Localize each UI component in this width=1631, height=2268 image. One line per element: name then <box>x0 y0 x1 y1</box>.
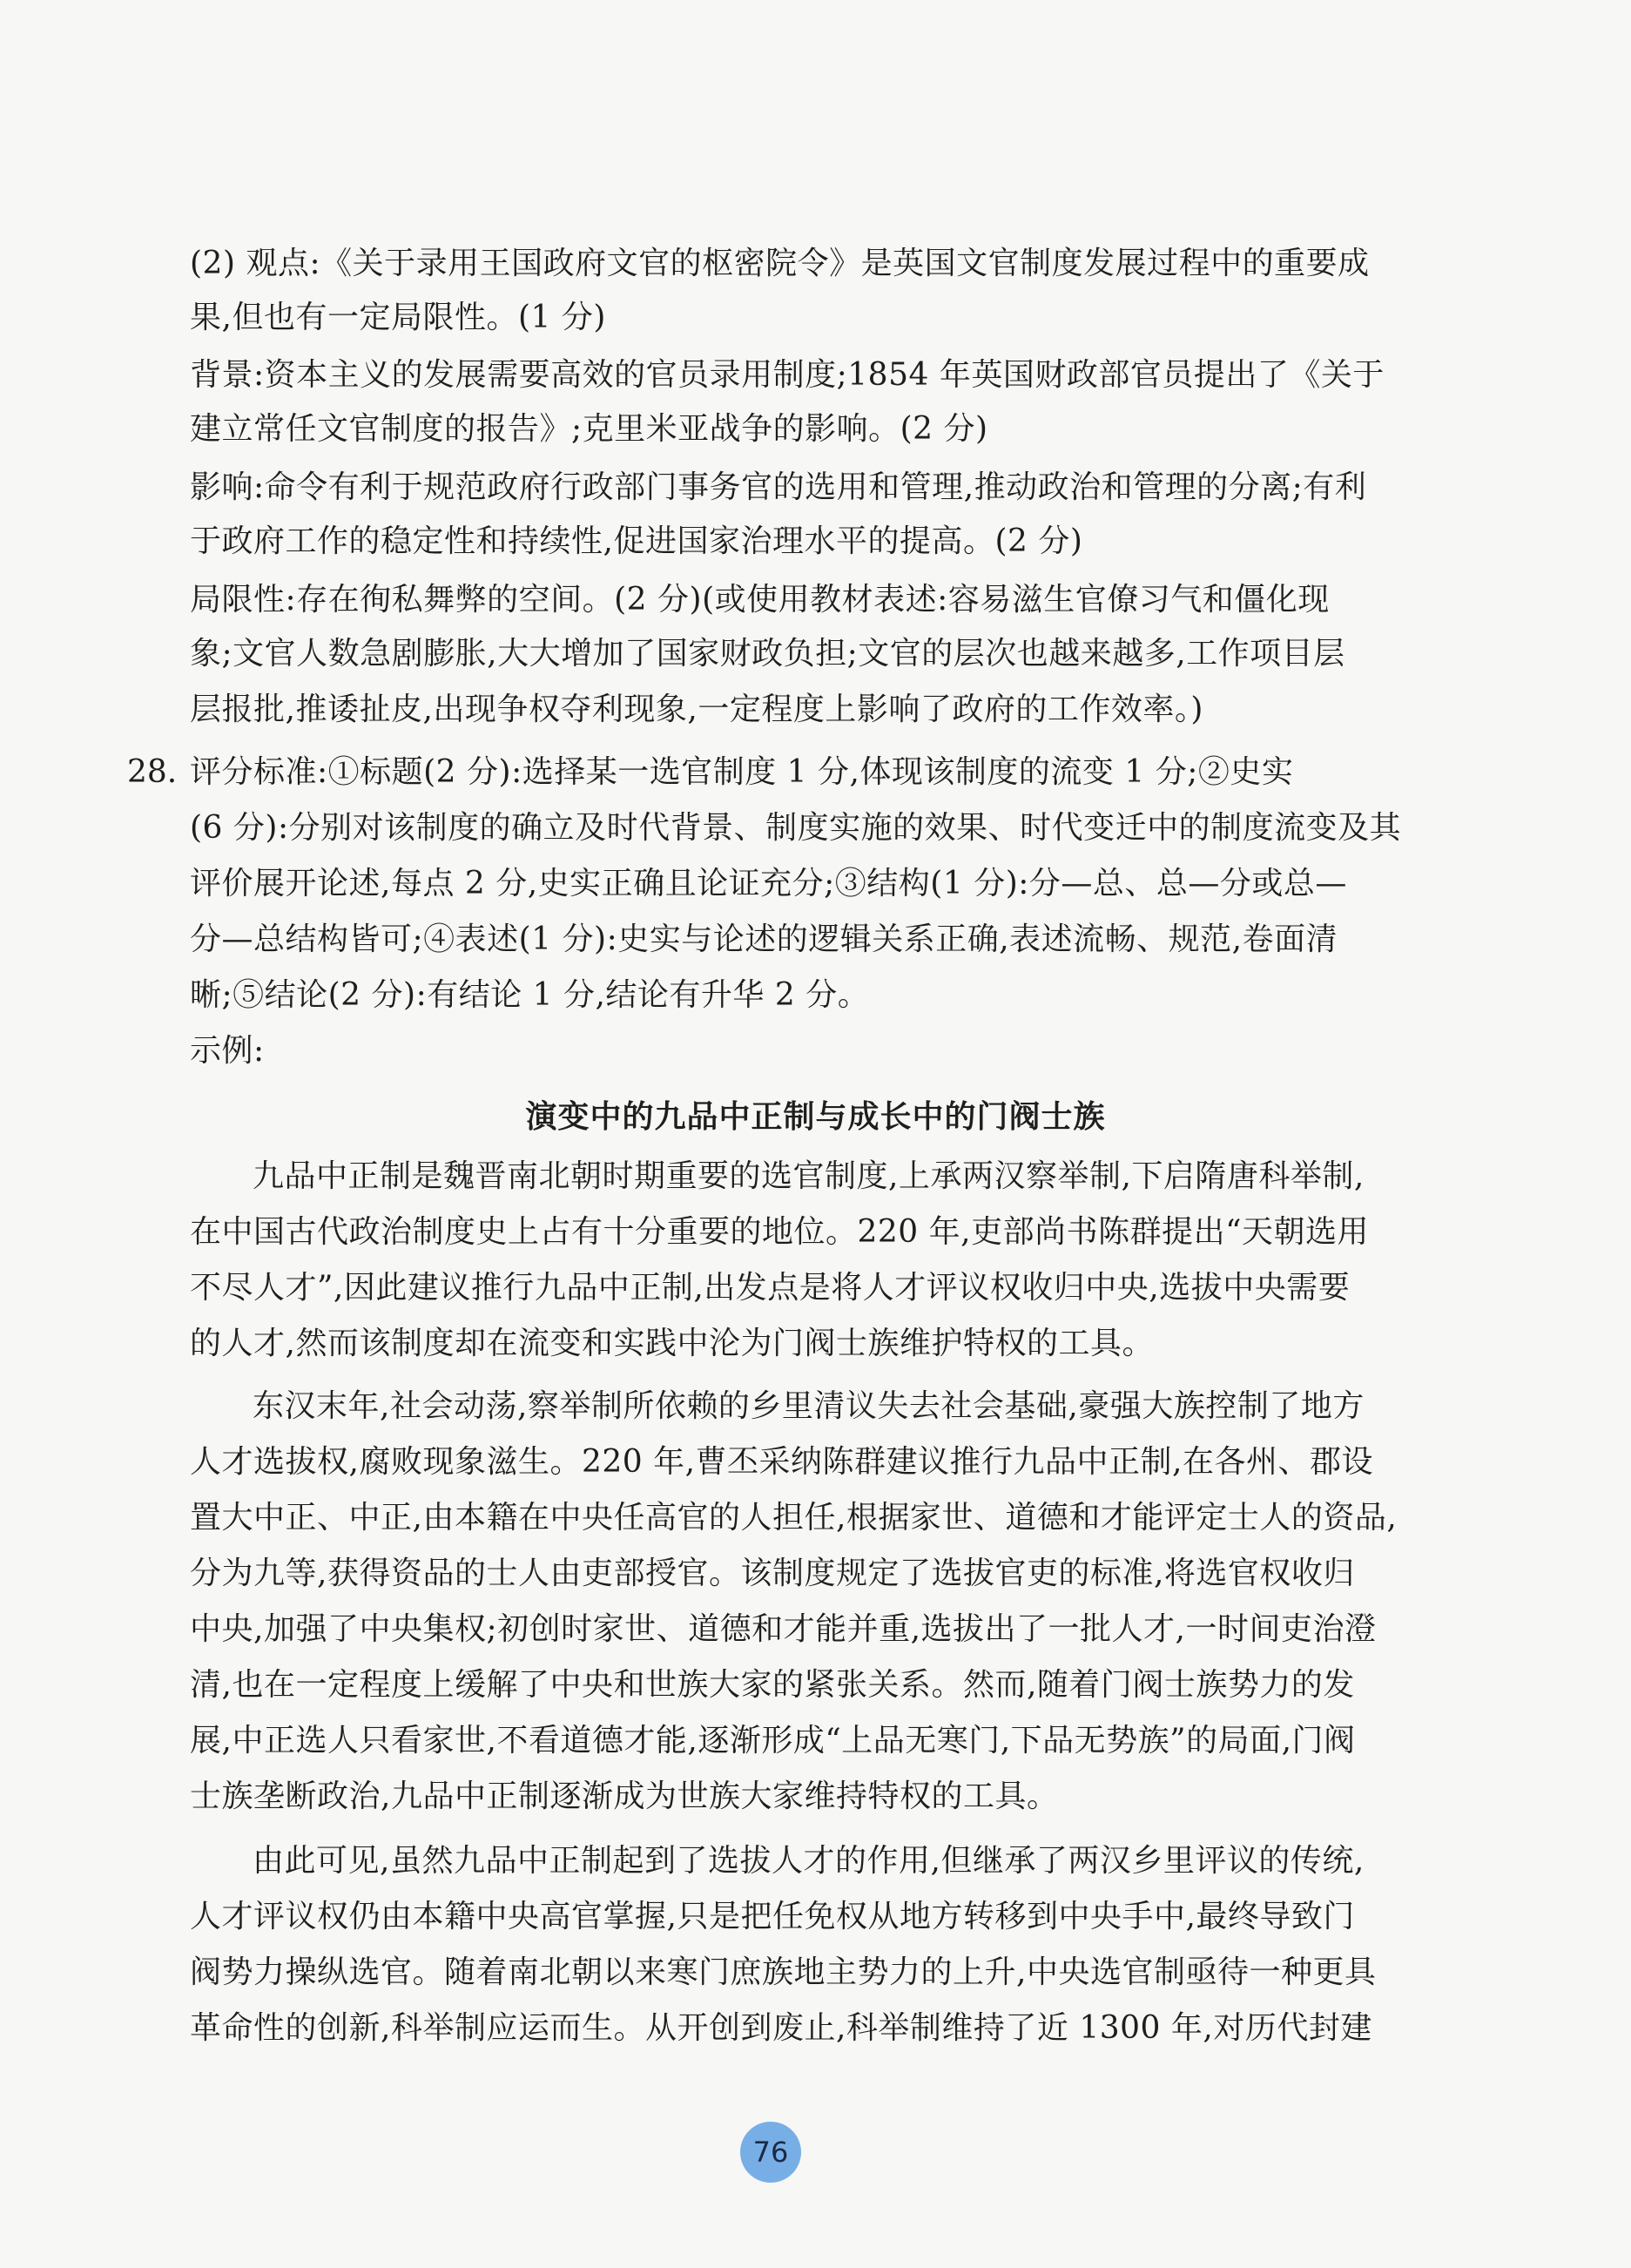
q28-line-3: 评价展开论述,每点 2 分,史实正确且论证充分;③结构(1 分):分—总、总—分或总— <box>190 866 1347 901</box>
essay-p2-line: 人才选拔权,腐败现象滋生。220 年,曹丕采纳陈群建议推行九品中正制,在各州、郡设 <box>190 1444 1373 1480</box>
viewpoint-line-2: 果,但也有一定局限性。(1 分) <box>190 300 606 335</box>
essay-p2-line: 置大中正、中正,由本籍在中央任高官的人担任,根据家世、道德和才能评定士人的资品, <box>190 1500 1398 1536</box>
influence-line-2: 于政府工作的稳定性和持续性,促进国家治理水平的提高。(2 分) <box>190 523 1083 559</box>
essay-p2-line: 展,中正选人只看家世,不看道德才能,逐渐形成“上品无寒门,下品无势族”的局面,门阀 <box>190 1723 1356 1758</box>
example-label: 示例: <box>190 1033 265 1069</box>
essay-p3-line: 人才评议权仍由本籍中央高官掌握,只是把任免权从地方转移到中央手中,最终导致门 <box>190 1899 1355 1934</box>
q28-line-5: 晰;⑤结论(2 分):有结论 1 分,结论有升华 2 分。 <box>190 977 870 1013</box>
essay-p2-line: 中央,加强了中央集权;初创时家世、道德和才能并重,选拔出了一批人才,一时间吏治澄 <box>190 1611 1377 1647</box>
background-line-2: 建立常任文官制度的报告》;克里米亚战争的影响。(2 分) <box>190 411 988 447</box>
limitation-line-3: 层报批,推诿扯皮,出现争权夺利现象,一定程度上影响了政府的工作效率。) <box>190 692 1203 727</box>
essay-p1-line: 九品中正制是魏晋南北朝时期重要的选官制度,上承两汉察举制,下启隋唐科举制, <box>253 1158 1365 1194</box>
q28-line-1: 评分标准:①标题(2 分):选择某一选官制度 1 分,体现该制度的流变 1 分;②史实 <box>190 754 1294 790</box>
essay-p2-line: 东汉末年,社会动荡,察举制所依赖的乡里清议失去社会基础,豪强大族控制了地方 <box>253 1388 1365 1424</box>
essay-p1-line: 的人才,然而该制度却在流变和实践中沦为门阀士族维护特权的工具。 <box>190 1326 1154 1361</box>
q28-line-4: 分—总结构皆可;④表述(1 分):史实与论述的逻辑关系正确,表述流畅、规范,卷面清 <box>190 921 1338 957</box>
essay-p3-line: 革命性的创新,科举制应运而生。从开创到废止,科举制维持了近 1300 年,对历代封建 <box>190 2010 1372 2046</box>
viewpoint-line-1: (2) 观点:《关于录用王国政府文官的枢密院令》是英国文官制度发展过程中的重要成 <box>190 246 1370 281</box>
essay-p3-line: 由此可见,虽然九品中正制起到了选拔人才的作用,但继承了两汉乡里评议的传统, <box>253 1843 1365 1879</box>
essay-p2-line: 士族垄断政治,九品中正制逐渐成为世族大家维持特权的工具。 <box>190 1779 1059 1814</box>
question-number: 28. <box>127 754 178 790</box>
essay-p1-line: 不尽人才”,因此建议推行九品中正制,出发点是将人才评议权收归中央,选拔中央需要 <box>190 1270 1351 1306</box>
essay-p2-line: 分为九等,获得资品的士人由吏部授官。该制度规定了选拔官吏的标准,将选官权收归 <box>190 1556 1355 1591</box>
q28-line-2: (6 分):分别对该制度的确立及时代背景、制度实施的效果、时代变迁中的制度流变及其 <box>190 810 1402 846</box>
essay-title: 演变中的九品中正制与成长中的门阀士族 <box>525 1099 1106 1135</box>
page-number-badge: 76 <box>740 2122 801 2183</box>
limitation-line-1: 局限性:存在徇私舞弊的空间。(2 分)(或使用教材表述:容易滋生官僚习气和僵化现 <box>190 582 1330 618</box>
essay-p1-line: 在中国古代政治制度史上占有十分重要的地位。220 年,吏部尚书陈群提出“天朝选用 <box>190 1214 1370 1250</box>
essay-p2-line: 清,也在一定程度上缓解了中央和世族大家的紧张关系。然而,随着门阀士族势力的发 <box>190 1667 1355 1703</box>
limitation-line-2: 象;文官人数急剧膨胀,大大增加了国家财政负担;文官的层次也越来越多,工作项目层 <box>190 636 1345 672</box>
background-line-1: 背景:资本主义的发展需要高效的官员录用制度;1854 年英国财政部官员提出了《关于 <box>190 357 1385 393</box>
essay-p3-line: 阀势力操纵选官。随着南北朝以来寒门庶族地主势力的上升,中央选官制亟待一种更具 <box>190 1954 1377 1990</box>
influence-line-1: 影响:命令有利于规范政府行政部门事务官的选用和管理,推动政治和管理的分离;有利 <box>190 469 1367 505</box>
